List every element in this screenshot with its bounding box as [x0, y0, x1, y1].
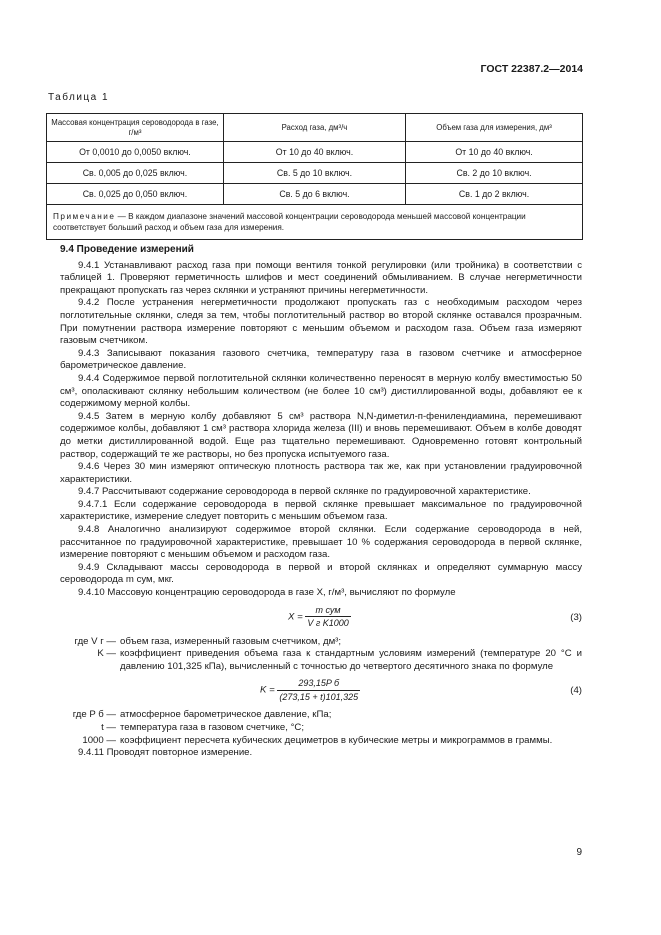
legend-symbol: t —: [101, 722, 116, 733]
legend-text: коэффициент приведения объема газа к стандартным условиям измерений (температуре 20 °С и давлению 101,325 кПа), вычисленный с точностью до четвертого десятичного знака по формуле: [120, 648, 582, 672]
legend-line: [60, 735, 582, 748]
formula-lhs: K =: [260, 685, 275, 697]
legend-text: атмосферное барометрическое давление, кПа;: [120, 709, 332, 721]
column-header: Расход газа, дм³/ч: [223, 114, 405, 142]
table-cell: Св. 0,025 до 0,050 включ.: [47, 184, 224, 205]
legend-text: объем газа, измеренный газовым счетчиком, дм³;: [120, 635, 342, 647]
paragraph: 9.4.6 Через 30 мин измеряют оптическую плотность раствора так же, как при установлении градуировочной характеристики.: [60, 461, 582, 485]
page-number: 9: [576, 847, 582, 858]
legend-line: [60, 636, 582, 649]
standard-header: ГОСТ 22387.2—2014: [480, 63, 583, 75]
paragraph: 9.4.1 Устанавливают расход газа при помощи вентиля тонкой регулировки (или тройника) в соответствии с таблицей 1. Проверяют герметичность шлифов и мест соединений обмыливанием. В случае негерметичности прекращают пропускать газ через склянки и устраняют причины негерметичности.: [60, 259, 582, 296]
formula-number: (3): [570, 611, 582, 623]
paragraph: 9.4.4 Содержимое первой поглотительной склянки количественно переносят в мерную колбу вместимостью 50 см³, ополаскивают склянку небольшим количеством (не более 10 см³) дистиллированной воды, добавляют ее к содержимому мерной колбы.: [60, 372, 582, 410]
formula-numerator: 293,15P б: [277, 677, 360, 691]
paragraph: 9.4.11 Проводят повторное измерение.: [78, 747, 253, 759]
table-cell: Св. 2 до 10 включ.: [406, 163, 583, 184]
paragraph: 9.4.7.1 Если содержание сероводорода в первой склянке превышает максимальное по градуировочной характеристике, измерение следует повторить с меньшим объемом газа.: [60, 498, 582, 523]
table-row: [47, 163, 583, 184]
paragraph: 9.4.9 Складывают массы сероводорода в первой и второй склянках и определяют суммарную массу сероводорода m сум, мкг.: [60, 561, 582, 586]
table-row: [47, 142, 583, 163]
formula-denominator: V г K1000: [307, 618, 349, 629]
formula-numerator: m сум: [305, 604, 350, 618]
note-text: — В каждом диапазоне значений массовой концентрации сероводорода меньшей массовой концентрации соответствует больший расход и объем газа для измерения.: [53, 212, 526, 232]
paragraph: 9.4.7 Рассчитывают содержание сероводорода в первой склянке по градуировочной характеристике.: [78, 486, 531, 498]
column-header: Массовая концентрация сероводорода в газе, г/м³: [47, 114, 224, 142]
formula-4: [60, 673, 582, 709]
table-cell: Св. 5 до 6 включ.: [223, 184, 405, 205]
column-header: Объем газа для измерения, дм³: [406, 114, 583, 142]
table-caption: Таблица 1: [48, 92, 110, 103]
paragraph: 9.4.2 После устранения негерметичности продолжают пропускать газ с необходимым расходом через поглотительные склянки, следя за тем, чтобы поглотительный раствор во второй склянке оставался прозрачным. При помутнении раствора измерение повторяют с меньшим объемом и расходом газа. Объем газа измеряют газовым счетчиком.: [60, 297, 582, 347]
formula-3: [60, 600, 582, 636]
note-label: Примечание: [53, 212, 116, 221]
formula-fraction: [277, 677, 360, 703]
table-header-row: [47, 114, 583, 142]
table-cell: От 10 до 40 включ.: [406, 142, 583, 163]
table-cell: От 0,0010 до 0,0050 включ.: [47, 142, 224, 163]
paragraph: 9.4.5 Затем в мерную колбу добавляют 5 см³ раствора N,N-диметил-п-фенилендиамина, перемешивают содержимое колбы, добавляют 1 см³ раствора хлорида железа (III) и вновь перемешивают. Объем в колбе доводят до метки дистиллированной водой. Еще раз тщательно перемешивают. Одновременно готовят контрольный раствор, содержащий те же растворы, но без пропуска испытуемого газа.: [60, 410, 582, 460]
legend-symbol: K —: [97, 648, 116, 660]
formula-lhs: X =: [288, 611, 303, 623]
table-cell: Св. 0,005 до 0,025 включ.: [47, 163, 224, 184]
legend-text: коэффициент пересчета кубических дециметров в кубические метры и микрограммов в граммы.: [120, 734, 553, 746]
paragraph: 9.4.10 Массовую концентрацию сероводорода в газе X, г/м³, вычисляют по формуле: [78, 587, 456, 599]
table-note-row: [47, 205, 583, 240]
legend-line: [60, 648, 582, 673]
paragraph: 9.4.3 Записывают показания газового счетчика, температуру газа в газовом счетчике и атмосферное барометрическое давление.: [60, 347, 582, 372]
section-title: 9.4 Проведение измерений: [60, 244, 194, 255]
table-cell: Св. 5 до 10 включ.: [223, 163, 405, 184]
legend-line: [60, 722, 582, 735]
legend-text: температура газа в газовом счетчике, °С;: [120, 722, 304, 733]
section-body: [60, 244, 582, 760]
table-cell: От 10 до 40 включ.: [223, 142, 405, 163]
formula-denominator: (273,15 + t)101,325: [279, 692, 359, 702]
formula-number: (4): [570, 685, 582, 697]
legend-line: [60, 709, 582, 722]
paragraph: 9.4.8 Аналогично анализируют содержимое второй склянки. Если содержание сероводорода в ней, рассчитанное по градуировочной характеристике, превышает 10 % содержания сероводорода в первой склянке, измерение повторяют с меньшим объемом и расходом газа.: [60, 524, 582, 561]
table-note: [47, 205, 583, 240]
legend-symbol: где P б —: [72, 709, 116, 721]
table-cell: Св. 1 до 2 включ.: [406, 184, 583, 205]
table-1: [46, 113, 583, 240]
legend-symbol: 1000 —: [82, 734, 116, 746]
table-row: [47, 184, 583, 205]
formula-fraction: [305, 604, 350, 630]
legend-symbol: где V г —: [74, 635, 116, 647]
